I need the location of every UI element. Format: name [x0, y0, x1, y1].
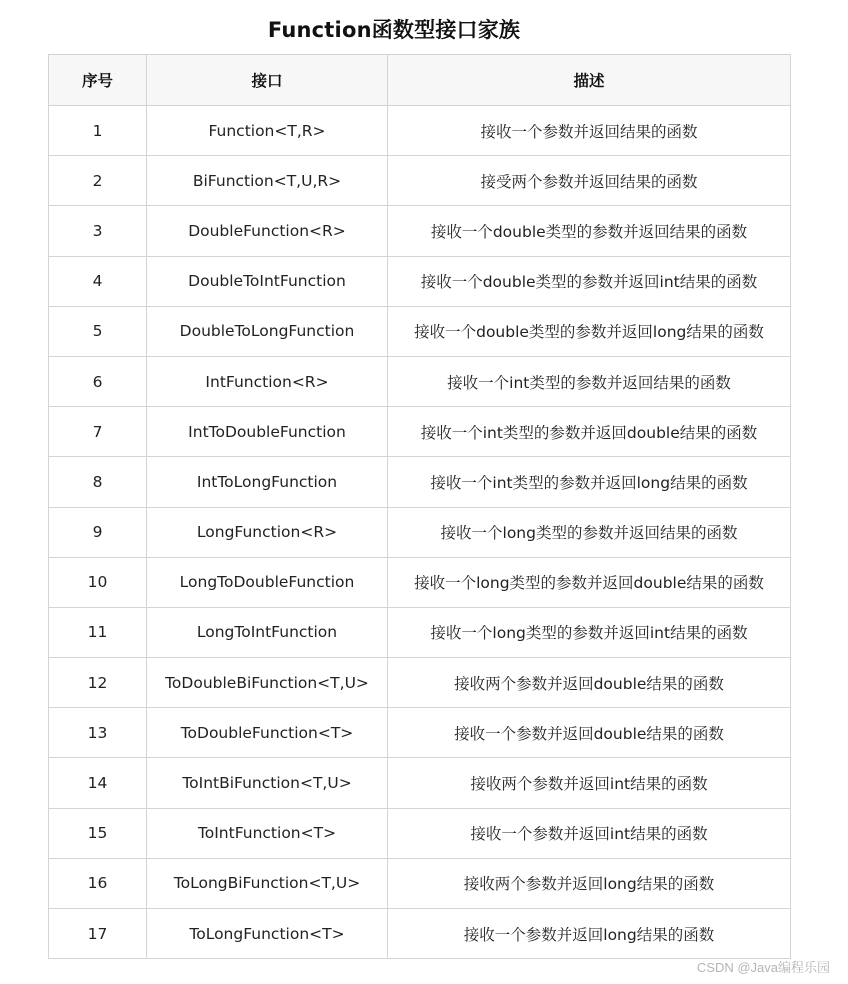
- cell-description: 接受两个参数并返回结果的函数: [388, 156, 791, 206]
- cell-interface: DoubleFunction<R>: [147, 206, 388, 256]
- cell-description: 接收一个long类型的参数并返回int结果的函数: [388, 607, 791, 657]
- table-row: [49, 557, 791, 607]
- cell-index: 15: [49, 808, 147, 858]
- cell-index: 4: [49, 256, 147, 306]
- cell-index: 13: [49, 708, 147, 758]
- cell-interface: DoubleToLongFunction: [147, 306, 388, 356]
- cell-description: 接收一个参数并返回double结果的函数: [388, 708, 791, 758]
- table-row: [49, 808, 791, 858]
- cell-interface: ToLongFunction<T>: [147, 909, 388, 959]
- cell-index: 10: [49, 557, 147, 607]
- cell-description: 接收一个double类型的参数并返回long结果的函数: [388, 306, 791, 356]
- table-row: [49, 206, 791, 256]
- cell-index: 8: [49, 457, 147, 507]
- table-row: [49, 758, 791, 808]
- table-row: [49, 356, 791, 406]
- table-row: [49, 407, 791, 457]
- cell-description: 接收一个int类型的参数并返回double结果的函数: [388, 407, 791, 457]
- cell-interface: ToIntBiFunction<T,U>: [147, 758, 388, 808]
- table-row: [49, 708, 791, 758]
- cell-index: 1: [49, 106, 147, 156]
- header-interface: 接口: [147, 55, 388, 106]
- cell-index: 12: [49, 658, 147, 708]
- table-header-row: [49, 55, 791, 106]
- cell-interface: DoubleToIntFunction: [147, 256, 388, 306]
- table-row: [49, 909, 791, 959]
- cell-description: 接收两个参数并返回double结果的函数: [388, 658, 791, 708]
- cell-index: 14: [49, 758, 147, 808]
- cell-interface: LongToIntFunction: [147, 607, 388, 657]
- header-description: 描述: [388, 55, 791, 106]
- table-row: [49, 858, 791, 908]
- cell-interface: BiFunction<T,U,R>: [147, 156, 388, 206]
- table-row: [49, 156, 791, 206]
- cell-description: 接收两个参数并返回long结果的函数: [388, 858, 791, 908]
- cell-index: 6: [49, 356, 147, 406]
- cell-interface: LongToDoubleFunction: [147, 557, 388, 607]
- cell-description: 接收一个参数并返回long结果的函数: [388, 909, 791, 959]
- header-index: 序号: [49, 55, 147, 106]
- cell-description: 接收一个double类型的参数并返回结果的函数: [388, 206, 791, 256]
- cell-description: 接收两个参数并返回int结果的函数: [388, 758, 791, 808]
- cell-interface: IntToDoubleFunction: [147, 407, 388, 457]
- page-title: Function函数型接口家族: [267, 18, 521, 42]
- cell-index: 3: [49, 206, 147, 256]
- cell-interface: ToLongBiFunction<T,U>: [147, 858, 388, 908]
- cell-index: 17: [49, 909, 147, 959]
- cell-interface: LongFunction<R>: [147, 507, 388, 557]
- cell-index: 16: [49, 858, 147, 908]
- cell-index: 2: [49, 156, 147, 206]
- cell-interface: IntToLongFunction: [147, 457, 388, 507]
- cell-interface: ToDoubleFunction<T>: [147, 708, 388, 758]
- table-row: [49, 106, 791, 156]
- cell-description: 接收一个参数并返回int结果的函数: [388, 808, 791, 858]
- table-row: [49, 607, 791, 657]
- cell-description: 接收一个long类型的参数并返回结果的函数: [388, 507, 791, 557]
- cell-description: 接收一个参数并返回结果的函数: [388, 106, 791, 156]
- cell-index: 9: [49, 507, 147, 557]
- cell-description: 接收一个int类型的参数并返回结果的函数: [388, 356, 791, 406]
- table-row: [49, 256, 791, 306]
- cell-interface: ToIntFunction<T>: [147, 808, 388, 858]
- function-interface-table: [48, 54, 791, 959]
- cell-interface: ToDoubleBiFunction<T,U>: [147, 658, 388, 708]
- csdn-watermark: CSDN @Java编程乐园: [696, 960, 830, 975]
- cell-index: 7: [49, 407, 147, 457]
- cell-index: 5: [49, 306, 147, 356]
- cell-interface: Function<T,R>: [147, 106, 388, 156]
- cell-interface: IntFunction<R>: [147, 356, 388, 406]
- cell-index: 11: [49, 607, 147, 657]
- cell-description: 接收一个int类型的参数并返回long结果的函数: [388, 457, 791, 507]
- table-row: [49, 306, 791, 356]
- cell-description: 接收一个long类型的参数并返回double结果的函数: [388, 557, 791, 607]
- table-row: [49, 457, 791, 507]
- cell-description: 接收一个double类型的参数并返回int结果的函数: [388, 256, 791, 306]
- table-row: [49, 658, 791, 708]
- table-row: [49, 507, 791, 557]
